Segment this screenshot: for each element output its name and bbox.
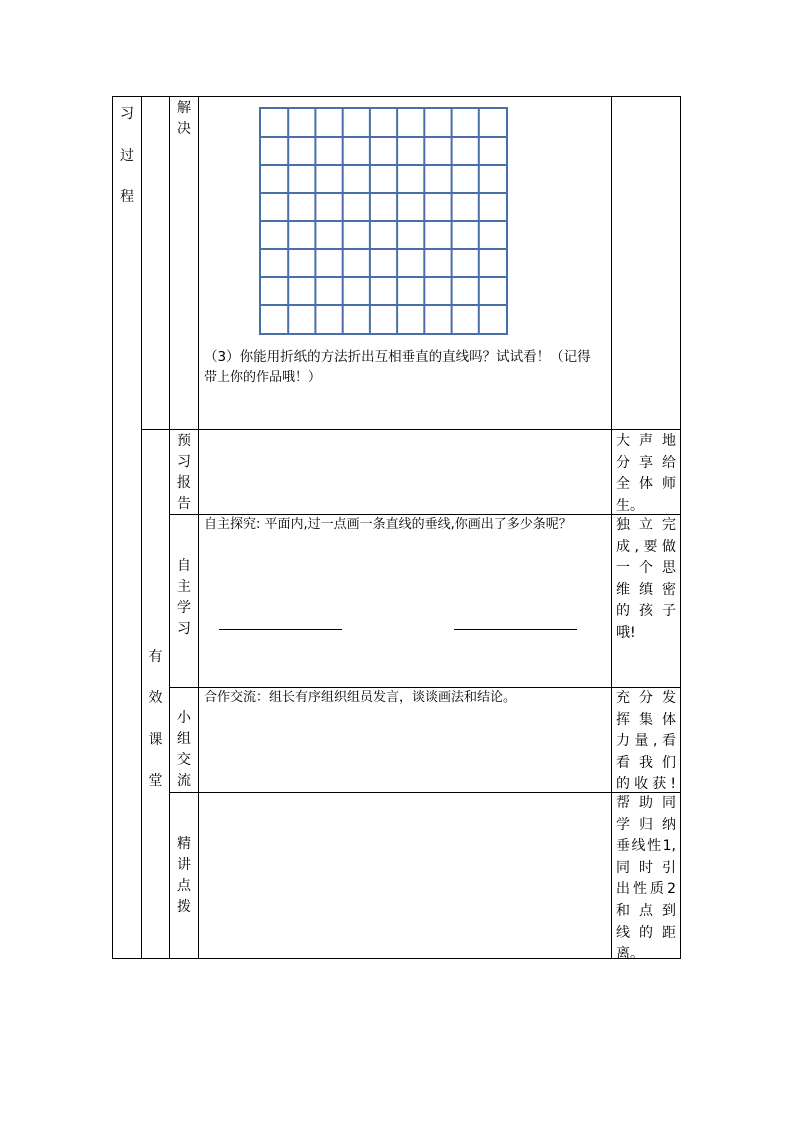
- grid-lines: [261, 109, 506, 333]
- group-discussion-note: 充分发 挥集体 力量,看 看我们 的收获!: [616, 690, 676, 793]
- group-discussion-text: 合作交流：组长有序组织组员发言，谈谈画法和结论。: [204, 690, 517, 705]
- self-study-note: 独立完 成,要做 一个思 维缜密 的孩子 哦!: [616, 517, 676, 641]
- self-study-question: 自主探究: 平面内,过一点画一条直线的垂线,你画出了多少条呢？: [204, 517, 572, 532]
- answer-blank: [219, 629, 342, 630]
- answer-blank: [454, 629, 577, 630]
- preview-report-note: 大声地 分享给 全体师 生。: [616, 433, 676, 514]
- square-grid: [259, 107, 508, 335]
- key-explanation-note: 帮助同 学归纳 垂线性1, 同时引 出性质2 和点到 线的距 离。: [616, 795, 676, 963]
